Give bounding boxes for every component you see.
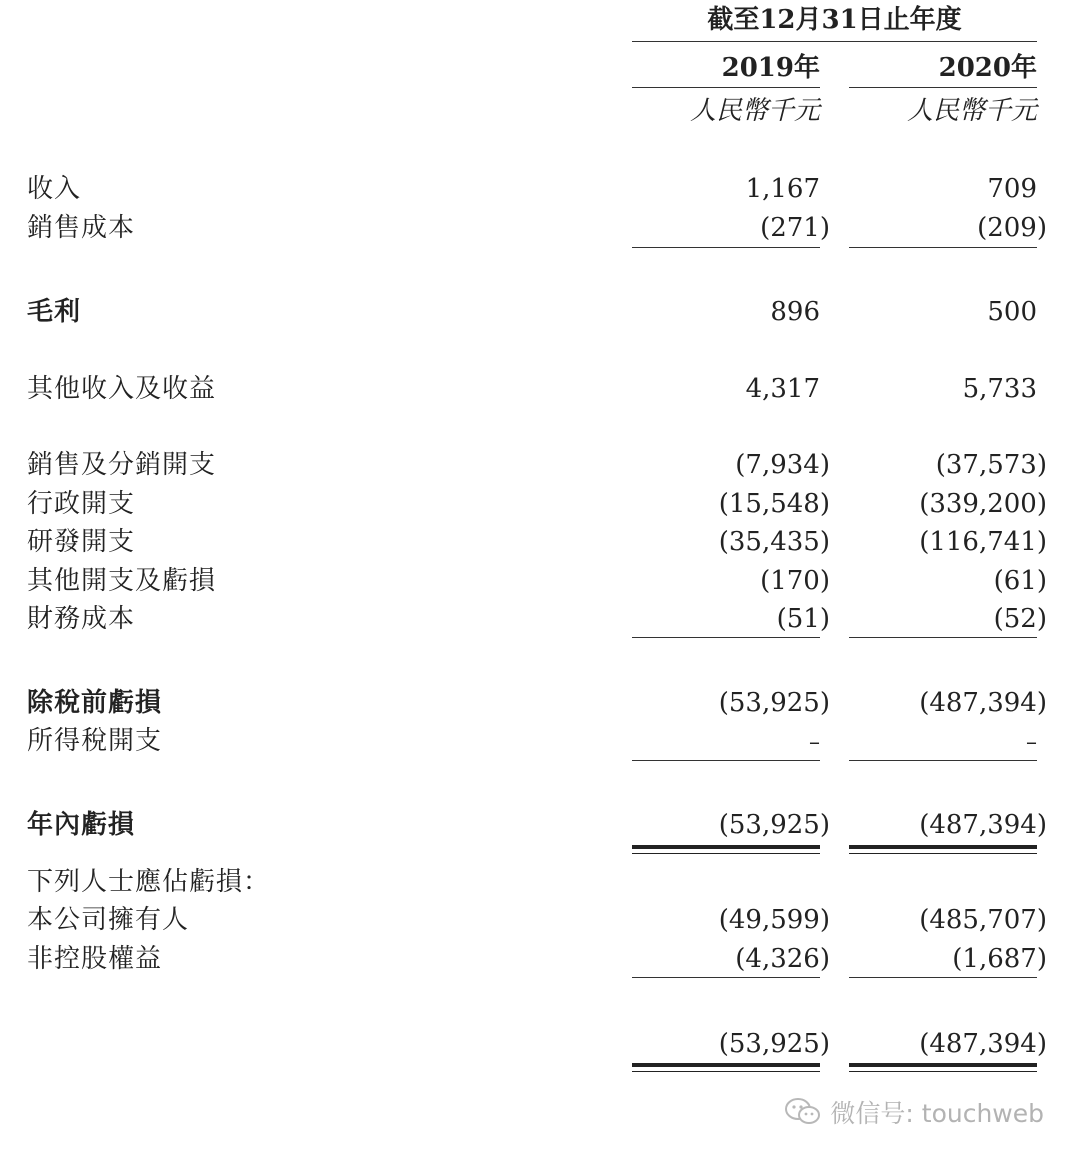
row-label-non-controlling: 非控股權益	[27, 944, 163, 974]
other-income-2019: 4,317	[745, 374, 820, 404]
admin-expenses-2020: (339,200)	[919, 489, 1047, 519]
row-label-cost-of-sales: 銷售成本	[27, 213, 136, 243]
double-underline-thin-2020	[849, 853, 1037, 854]
subtotal-line-2019	[632, 247, 820, 248]
row-label-gross-profit: 毛利	[27, 297, 82, 327]
year-2019-header: 2019年	[721, 53, 820, 83]
revenue-2020: 709	[987, 174, 1037, 204]
double-underline-2020	[849, 1063, 1037, 1067]
total-loss-2019: (53,925)	[718, 1029, 830, 1059]
other-expenses-2019: (170)	[760, 566, 830, 596]
double-underline-2020	[849, 845, 1037, 849]
cost-of-sales-2019: (271)	[760, 213, 830, 243]
rnd-expenses-2019: (35,435)	[718, 527, 830, 557]
other-expenses-2020: (61)	[993, 566, 1047, 596]
row-label-other-expenses: 其他開支及虧損	[27, 566, 217, 596]
income-tax-2020: –	[1026, 730, 1037, 755]
revenue-2019: 1,167	[745, 174, 820, 204]
header-divider	[632, 41, 1037, 42]
row-label-loss-for-year: 年內虧損	[27, 810, 136, 840]
subtotal-line-2020	[849, 760, 1037, 761]
cost-of-sales-2020: (209)	[977, 213, 1047, 243]
double-underline-2019	[632, 845, 820, 849]
unit-2020: 人民幣千元	[906, 96, 1037, 126]
row-label-loss-before-tax: 除稅前虧損	[27, 688, 163, 718]
row-label-finance-costs: 財務成本	[27, 604, 136, 634]
subtotal-line-2020	[849, 977, 1037, 978]
row-label-selling-expenses: 銷售及分銷開支	[27, 450, 217, 480]
subtotal-line-2019	[632, 760, 820, 761]
subtotal-line-2020	[849, 637, 1037, 638]
double-underline-thin-2020	[849, 1071, 1037, 1072]
double-underline-thin-2019	[632, 853, 820, 854]
double-underline-2019	[632, 1063, 820, 1067]
subtotal-line-2020	[849, 247, 1037, 248]
row-label-rnd-expenses: 研發開支	[27, 527, 136, 557]
row-label-income-tax: 所得稅開支	[27, 726, 163, 756]
total-loss-2020: (487,394)	[919, 1029, 1047, 1059]
watermark	[784, 1094, 1044, 1130]
income-tax-2019: –	[809, 730, 820, 755]
row-label-revenue: 收入	[27, 174, 82, 204]
unit-2019: 人民幣千元	[689, 96, 820, 126]
loss-for-year-2019: (53,925)	[718, 810, 830, 840]
other-income-2020: 5,733	[962, 374, 1037, 404]
gross-profit-2019: 896	[770, 297, 820, 327]
selling-expenses-2020: (37,573)	[935, 450, 1047, 480]
year-2020-header: 2020年	[938, 53, 1037, 83]
double-underline-thin-2019	[632, 1071, 820, 1072]
owners-2020: (485,707)	[919, 905, 1047, 935]
row-label-other-income: 其他收入及收益	[27, 374, 217, 404]
year-2020-underline	[849, 87, 1037, 88]
watermark-text: 微信号: touchweb	[830, 1099, 1044, 1128]
wechat-icon	[784, 1097, 822, 1127]
rnd-expenses-2020: (116,741)	[919, 527, 1047, 557]
subtotal-line-2019	[632, 977, 820, 978]
subtotal-line-2019	[632, 637, 820, 638]
year-2019-underline	[632, 87, 820, 88]
row-label-admin-expenses: 行政開支	[27, 489, 136, 519]
row-label-loss-attributable: 下列人士應佔虧損：	[27, 867, 271, 897]
non-controlling-2019: (4,326)	[735, 944, 830, 974]
admin-expenses-2019: (15,548)	[718, 489, 830, 519]
gross-profit-2020: 500	[987, 297, 1037, 327]
finance-costs-2019: (51)	[776, 604, 830, 634]
loss-before-tax-2020: (487,394)	[919, 688, 1047, 718]
selling-expenses-2019: (7,934)	[735, 450, 830, 480]
non-controlling-2020: (1,687)	[952, 944, 1047, 974]
loss-before-tax-2019: (53,925)	[718, 688, 830, 718]
row-label-owners: 本公司擁有人	[27, 905, 190, 935]
period-header: 截至12月31日止年度	[707, 5, 962, 35]
owners-2019: (49,599)	[718, 905, 830, 935]
finance-costs-2020: (52)	[993, 604, 1047, 634]
loss-for-year-2020: (487,394)	[919, 810, 1047, 840]
